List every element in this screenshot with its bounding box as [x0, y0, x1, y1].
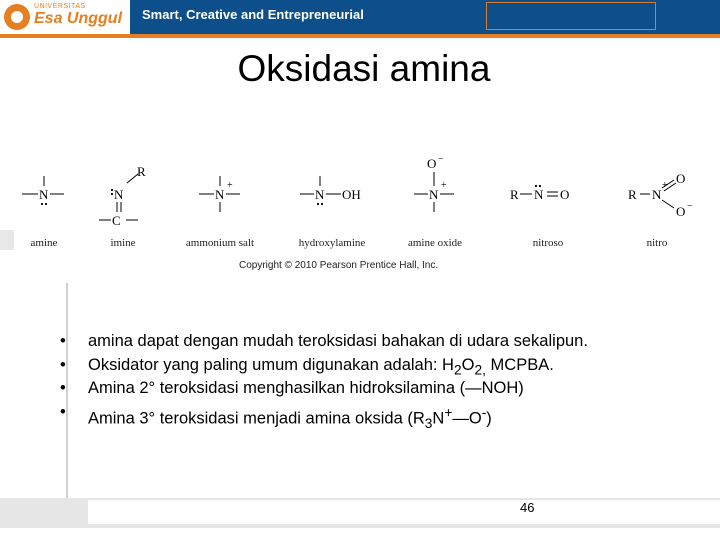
- svg-text:N: N: [215, 187, 225, 202]
- superscript: +: [444, 404, 453, 420]
- svg-text:R: R: [628, 187, 637, 202]
- logo: [0, 0, 130, 38]
- bullet-item: [60, 354, 710, 378]
- subscript: 3: [424, 415, 433, 431]
- logo-name: Esa Unggul: [34, 10, 123, 27]
- bullet-text-part: ): [486, 409, 492, 427]
- logo-emblem-icon: [4, 4, 30, 30]
- label-hydroxylamine: hydroxylamine: [298, 237, 366, 249]
- figure-copyright: Copyright © 2010 Pearson Prentice Hall, Inc.: [239, 260, 439, 271]
- svg-text:O: O: [676, 171, 686, 186]
- bullet-text: Amina 2° teroksidasi menghasilkan hidroksilamina (—NOH): [88, 379, 524, 397]
- header-accent-line: [0, 34, 720, 38]
- bullet-text-part: —O: [452, 409, 482, 427]
- svg-text:N: N: [39, 187, 49, 202]
- svg-text:−: −: [438, 154, 444, 165]
- svg-text:N: N: [315, 187, 325, 202]
- svg-text:N: N: [534, 187, 544, 202]
- superscript: -: [481, 404, 487, 420]
- subscript: 2: [474, 361, 483, 377]
- svg-text:C: C: [112, 213, 121, 228]
- bullet-item: [60, 401, 710, 431]
- svg-text:+: +: [441, 180, 447, 191]
- svg-text:+: +: [662, 180, 668, 191]
- side-decoration: [0, 230, 14, 250]
- bullet-item: [60, 377, 710, 401]
- svg-text:R: R: [510, 187, 519, 202]
- svg-text:R: R: [137, 164, 146, 179]
- svg-text:+: +: [227, 180, 233, 191]
- header-frame: [486, 2, 656, 30]
- svg-text:−: −: [687, 201, 693, 212]
- subscript: 2: [453, 361, 462, 377]
- label-amine-oxide: amine oxide: [407, 237, 463, 249]
- page-number: 46: [520, 500, 535, 515]
- footer-panel: [88, 500, 720, 524]
- label-amine: amine: [30, 237, 58, 249]
- bullet-text: Oksidator yang paling umum digunakan adalah: H: [88, 355, 454, 374]
- bullet-text: Amina 3° teroksidasi menjadi amina oksida (R: [88, 409, 425, 427]
- bullet-text: amina dapat dengan mudah teroksidasi bahakan di udara sekalipun.: [88, 332, 588, 350]
- label-ammonium-salt: ammonium salt: [185, 237, 255, 249]
- label-imine: imine: [110, 237, 136, 249]
- chemical-structures-figure: [14, 128, 714, 283]
- label-nitro: nitro: [646, 237, 668, 249]
- logo-subtext: UNIVERSITAS: [34, 3, 86, 10]
- bullet-text-part: N: [432, 409, 445, 427]
- svg-text:N: N: [652, 187, 662, 202]
- subscript: ,: [482, 361, 486, 377]
- bullet-text-part: MCPBA.: [485, 355, 554, 374]
- svg-text:OH: OH: [342, 187, 361, 202]
- svg-text:O: O: [427, 156, 437, 171]
- header-tagline: Smart, Creative and Entrepreneurial: [142, 7, 364, 22]
- bullet-text-part: O: [461, 355, 475, 374]
- svg-text:N: N: [114, 187, 124, 202]
- slide-title: Oksidasi amina: [237, 48, 491, 89]
- structures-svg: [14, 128, 714, 283]
- svg-text:O: O: [560, 187, 570, 202]
- svg-text:O: O: [676, 204, 686, 219]
- bullet-list: [60, 330, 710, 431]
- label-nitroso: nitroso: [532, 237, 564, 249]
- bullet-item: [60, 330, 710, 354]
- svg-text:N: N: [429, 187, 439, 202]
